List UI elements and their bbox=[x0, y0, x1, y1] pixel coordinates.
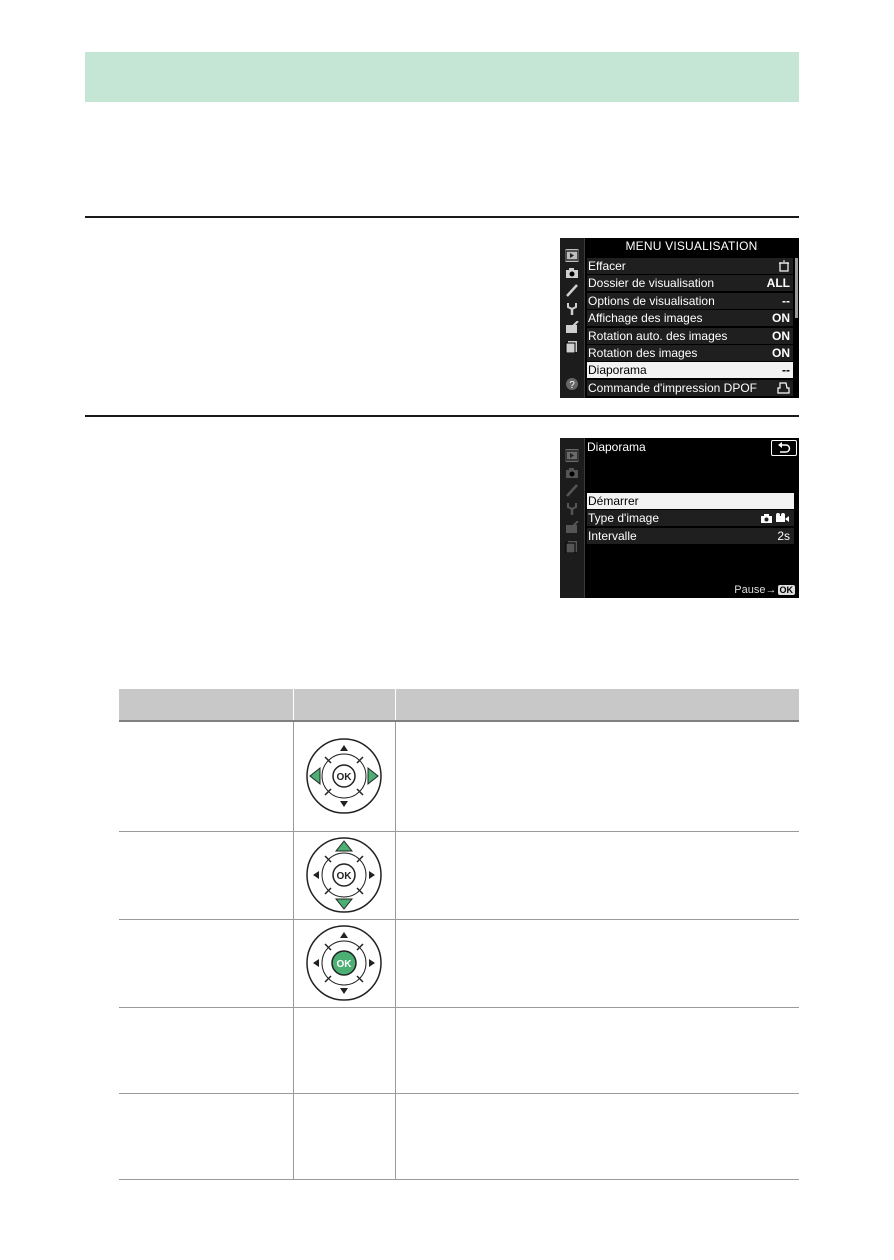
submenu-item-label: Démarrer bbox=[588, 494, 639, 508]
retouch-tab-icon[interactable] bbox=[565, 321, 579, 334]
ok-button-glyph: OK bbox=[779, 585, 793, 595]
menu-item-options[interactable] bbox=[587, 293, 793, 310]
submenu-item-label: Type d'image bbox=[588, 511, 659, 525]
menu-title: MENU VISUALISATION bbox=[625, 239, 758, 253]
photo-movie-icon bbox=[760, 512, 790, 528]
retouch-tab-icon[interactable] bbox=[565, 521, 579, 534]
table-cell bbox=[395, 1093, 799, 1179]
multi-selector-left-right-icon bbox=[305, 737, 383, 815]
menu-tab-sidebar bbox=[560, 238, 585, 398]
table-cell bbox=[293, 831, 395, 919]
table-row bbox=[119, 919, 799, 1007]
menu-item-value: ON bbox=[772, 329, 790, 343]
menu-item-value: ALL bbox=[766, 276, 790, 290]
submenu-item-value: 2s bbox=[777, 529, 790, 543]
return-arrow-icon bbox=[772, 441, 796, 455]
svg-text:?: ? bbox=[569, 380, 575, 391]
submenu-title: Diaporama bbox=[587, 440, 646, 454]
menu-item-dossier[interactable] bbox=[587, 275, 793, 292]
step-divider-1 bbox=[85, 216, 799, 218]
submenu-item-type-image[interactable] bbox=[587, 510, 794, 527]
controls-table bbox=[119, 689, 799, 1180]
table-header-row bbox=[119, 689, 799, 721]
menu-item-label: Effacer bbox=[588, 259, 626, 273]
help-icon[interactable] bbox=[565, 377, 579, 390]
table-cell bbox=[119, 831, 293, 919]
table-header-cell bbox=[293, 689, 395, 721]
wrench-tab-icon[interactable] bbox=[565, 302, 579, 315]
pause-label: Pause bbox=[734, 584, 766, 596]
menu-item-rotation[interactable] bbox=[587, 345, 793, 362]
menu-item-label: Affichage des images bbox=[588, 311, 703, 325]
table-row bbox=[119, 1093, 799, 1179]
slideshow-menu-screen bbox=[560, 438, 799, 598]
print-icon bbox=[777, 382, 790, 398]
table-cell bbox=[395, 831, 799, 919]
table-header-cell bbox=[395, 689, 799, 721]
menu-item-value: ON bbox=[772, 346, 790, 360]
table-cell bbox=[293, 919, 395, 1007]
back-button[interactable] bbox=[771, 440, 797, 456]
menu-item-value: -- bbox=[782, 294, 790, 308]
arrow-right-icon: → bbox=[765, 584, 777, 596]
menu-item-diaporama[interactable] bbox=[587, 362, 793, 379]
menu-scrollbar[interactable] bbox=[795, 258, 798, 318]
table-cell bbox=[395, 721, 799, 831]
camera-tab-icon[interactable] bbox=[565, 466, 579, 479]
submenu-item-demarrer[interactable] bbox=[587, 493, 794, 510]
multi-selector-ok-icon bbox=[305, 924, 383, 1002]
table-header-cell bbox=[119, 689, 293, 721]
menu-item-dpof[interactable] bbox=[587, 380, 793, 397]
menu-item-affichage[interactable] bbox=[587, 310, 793, 327]
recent-tab-icon[interactable] bbox=[565, 540, 579, 553]
submenu-item-intervalle[interactable] bbox=[587, 528, 794, 545]
table-cell bbox=[395, 919, 799, 1007]
table-row bbox=[119, 721, 799, 831]
table-cell bbox=[119, 919, 293, 1007]
table-cell bbox=[293, 1007, 395, 1093]
menu-item-label: Options de visualisation bbox=[588, 294, 715, 308]
recent-tab-icon[interactable] bbox=[565, 340, 579, 353]
trash-icon bbox=[778, 260, 790, 276]
table-cell bbox=[395, 1007, 799, 1093]
step-divider-2 bbox=[85, 415, 799, 417]
menu-item-label: Dossier de visualisation bbox=[588, 276, 715, 290]
ok-label: OK bbox=[336, 959, 352, 970]
menu-item-effacer[interactable] bbox=[587, 258, 793, 275]
menu-item-label: Commande d'impression DPOF bbox=[588, 381, 758, 395]
playback-tab-icon[interactable] bbox=[565, 449, 579, 462]
table-cell bbox=[119, 1007, 293, 1093]
pencil-tab-icon[interactable] bbox=[565, 284, 579, 297]
menu-item-label: Rotation auto. des images bbox=[588, 329, 728, 343]
menu-item-value: ON bbox=[772, 311, 790, 325]
playback-tab-icon[interactable] bbox=[565, 249, 579, 262]
menu-item-rotation-auto[interactable] bbox=[587, 328, 793, 345]
ok-label: OK bbox=[336, 871, 352, 882]
section-banner bbox=[85, 52, 799, 102]
multi-selector-up-down-icon bbox=[305, 836, 383, 914]
menu-item-label: Rotation des images bbox=[588, 346, 698, 360]
menu-item-label: Diaporama bbox=[588, 363, 647, 377]
playback-menu-screen bbox=[560, 238, 799, 398]
table-cell bbox=[293, 721, 395, 831]
menu-item-value: -- bbox=[782, 363, 790, 377]
wrench-tab-icon[interactable] bbox=[565, 502, 579, 515]
table-row bbox=[119, 831, 799, 919]
table-cell bbox=[293, 1093, 395, 1179]
ok-label: OK bbox=[336, 772, 352, 784]
pencil-tab-icon[interactable] bbox=[565, 484, 579, 497]
table-cell bbox=[119, 1093, 293, 1179]
table-row bbox=[119, 1007, 799, 1093]
menu-tab-sidebar bbox=[560, 438, 585, 598]
camera-tab-icon[interactable] bbox=[565, 266, 579, 279]
table-cell bbox=[119, 721, 293, 831]
pause-hint bbox=[734, 584, 795, 596]
submenu-item-label: Intervalle bbox=[588, 529, 637, 543]
